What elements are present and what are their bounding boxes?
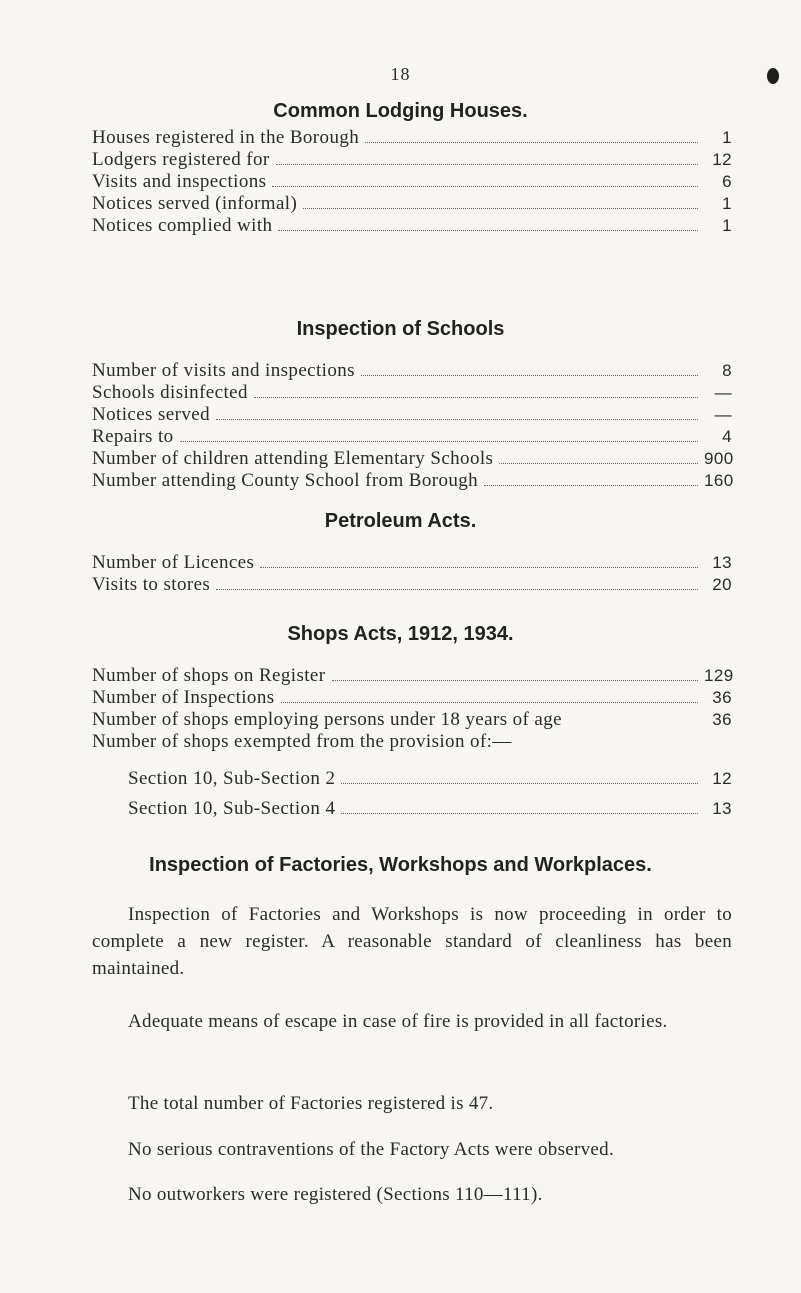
factories-heading: Inspection of Factories, Workshops and Workplaces. — [149, 854, 652, 876]
petroleum-row-licences — [92, 552, 732, 574]
row-value: — — [714, 405, 732, 424]
factories-paragraph-3: The total number of Factories registered is 47. — [128, 1093, 494, 1114]
dot-leader — [303, 207, 698, 209]
shops-row-exempted — [92, 731, 732, 753]
row-value: 20 — [712, 575, 732, 594]
dot-leader — [365, 141, 698, 143]
lodging-row-visits — [92, 171, 732, 193]
row-value: 900 — [704, 449, 734, 468]
lodging-row-houses — [92, 127, 732, 149]
row-label: Section 10, Sub-Section 2 — [128, 768, 336, 789]
shops-list — [92, 665, 732, 753]
shops-sub-row-section-2 — [92, 764, 732, 794]
petroleum-row-stores — [92, 574, 732, 596]
row-value: 1 — [722, 194, 732, 213]
row-label: Schools disinfected — [92, 382, 248, 403]
schools-row-notices — [92, 404, 732, 426]
factories-paragraph-4: No serious contraventions of the Factory Acts were observed. — [128, 1139, 615, 1160]
dot-leader — [278, 229, 698, 231]
row-label: Section 10, Sub-Section 4 — [128, 798, 336, 819]
row-value: 8 — [722, 361, 732, 380]
dot-leader — [361, 374, 698, 376]
lodging-heading: Common Lodging Houses. — [273, 100, 528, 122]
lodging-row-notices-served — [92, 193, 732, 215]
row-label: Lodgers registered for — [92, 149, 270, 170]
row-label: Number of Inspections — [92, 687, 275, 708]
shops-row-under-18 — [92, 709, 732, 731]
lodging-row-notices-complied — [92, 215, 732, 237]
dot-leader — [484, 484, 698, 486]
dot-leader — [332, 679, 699, 681]
row-label: Number of shops employing persons under 18 years of age — [92, 709, 562, 730]
row-value: 129 — [704, 666, 734, 685]
dot-leader — [216, 588, 698, 590]
dot-leader — [276, 163, 698, 165]
dot-leader — [281, 701, 698, 703]
dot-leader — [260, 566, 698, 568]
row-value: 160 — [704, 471, 734, 490]
schools-heading: Inspection of Schools — [296, 318, 505, 340]
factories-paragraph-5: No outworkers were registered (Sections 110—111). — [128, 1184, 543, 1205]
row-value: 13 — [712, 553, 732, 572]
schools-row-disinfected — [92, 382, 732, 404]
row-label: Notices served — [92, 404, 210, 425]
dot-leader — [180, 440, 698, 442]
row-value: 6 — [722, 172, 732, 191]
row-value: 13 — [712, 799, 732, 818]
petroleum-list — [92, 552, 732, 596]
row-value: — — [714, 383, 732, 402]
row-label: Number of Licences — [92, 552, 255, 573]
shops-heading: Shops Acts, 1912, 1934. — [287, 623, 514, 645]
petroleum-heading: Petroleum Acts. — [324, 510, 477, 532]
row-label: Repairs to — [92, 426, 174, 447]
dot-leader — [341, 812, 698, 814]
schools-row-repairs — [92, 426, 732, 448]
lodging-list — [92, 127, 732, 237]
schools-row-county — [92, 470, 732, 492]
row-value: 12 — [712, 150, 732, 169]
shops-row-inspections — [92, 687, 732, 709]
ink-blot — [767, 68, 779, 84]
row-value: 36 — [712, 688, 732, 707]
shops-sub-row-section-4 — [92, 794, 732, 824]
dot-leader — [499, 462, 698, 464]
row-label: Number of visits and inspections — [92, 360, 355, 381]
row-label: Notices complied with — [92, 215, 273, 236]
row-label: Number of children attending Elementary Schools — [92, 448, 494, 469]
schools-row-visits — [92, 360, 732, 382]
row-label: Number of shops exempted from the provision of:— — [92, 731, 512, 752]
row-label: Notices served (informal) — [92, 193, 298, 214]
shops-row-register — [92, 665, 732, 687]
row-value: 4 — [722, 427, 732, 446]
schools-row-elementary — [92, 448, 732, 470]
dot-leader — [216, 418, 698, 420]
factories-paragraph-2: Adequate means of escape in case of fire is provided in all factories. — [128, 1011, 668, 1032]
row-value: 36 — [712, 710, 732, 729]
row-label: Number of shops on Register — [92, 665, 326, 686]
dot-leader — [341, 782, 698, 784]
lodging-row-lodgers — [92, 149, 732, 171]
row-label: Number attending County School from Borough — [92, 470, 479, 491]
row-value: 1 — [722, 216, 732, 235]
row-label: Houses registered in the Borough — [92, 127, 360, 148]
factories-paragraph-1: Inspection of Factories and Workshops is now proceeding in order to complete a new register. A reasonable standard of cleanliness has been maintained. — [92, 904, 732, 979]
schools-list — [92, 360, 732, 492]
row-label: Visits and inspections — [92, 171, 267, 192]
shops-sub-list — [92, 764, 732, 824]
page-number: 18 — [390, 64, 411, 84]
dot-leader — [272, 185, 698, 187]
dot-leader — [254, 396, 698, 398]
row-label: Visits to stores — [92, 574, 211, 595]
row-value: 1 — [722, 128, 732, 147]
row-value: 12 — [712, 769, 732, 788]
